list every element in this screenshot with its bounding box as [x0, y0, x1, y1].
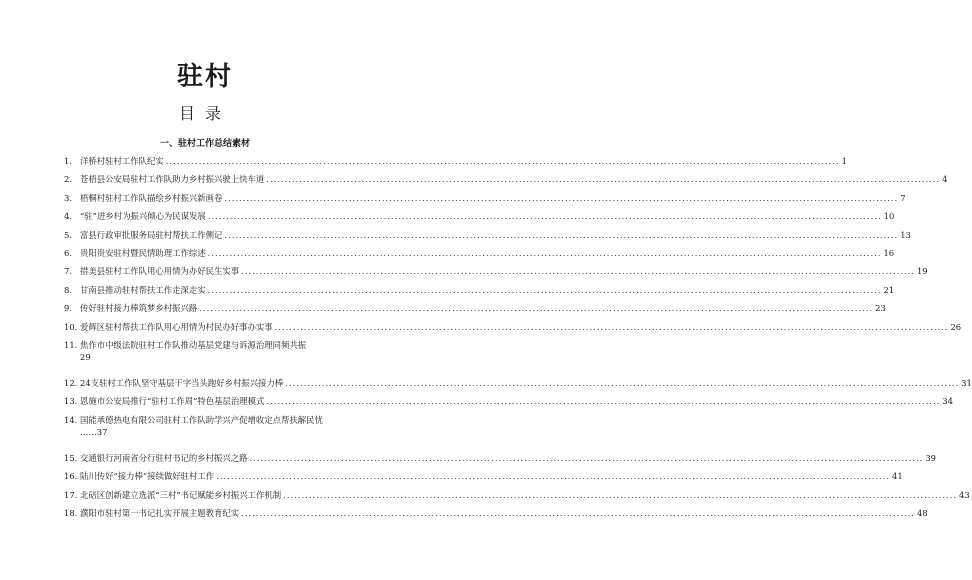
toc-entry[interactable]: [64, 155, 847, 167]
toc-entry-leader: [285, 377, 959, 389]
toc-entry-page: 21: [883, 284, 895, 295]
toc-entry-title: 交通银行河南省分行驻村书记的乡村振兴之路: [80, 452, 248, 463]
toc-entry-title: 传好驻村接力棒筑梦乡村振兴路: [80, 303, 198, 314]
toc-entry[interactable]: [64, 377, 972, 389]
toc-entry-page: 19: [916, 266, 928, 277]
toc-heading: 目录: [178, 104, 231, 123]
toc-entry[interactable]: [64, 173, 948, 185]
toc-entry-page: 31: [961, 378, 972, 388]
toc-entry-leader: [208, 210, 882, 222]
toc-entry-leader: [283, 489, 957, 501]
toc-entry-number: 18.: [64, 508, 78, 518]
toc-entry-number: 12.: [64, 378, 78, 388]
toc-entry-page: 4: [942, 174, 948, 185]
toc-entry-page: 7: [900, 192, 906, 203]
toc-entry-number: 7.: [64, 266, 72, 277]
toc-entry-page: 37: [96, 426, 108, 437]
toc-entry-leader: [241, 507, 915, 519]
toc-entry[interactable]: [64, 414, 400, 438]
toc-entry-title: 洋桥村驻村工作队纪实: [80, 156, 164, 166]
toc-entry-page: 29: [80, 352, 91, 362]
toc-entry-page: 26: [950, 321, 962, 332]
toc-entry-page: 1: [841, 156, 847, 166]
toc-entry-title: 恩施市公安局推行“驻村工作周”特色基层治理模式: [80, 396, 265, 407]
toc-entry-leader: [166, 155, 840, 167]
toc-entry-number: 15.: [64, 452, 78, 463]
toc-entry-title: 北碚区创新建立选派“三村”书记赋能乡村振兴工作机制: [80, 489, 282, 500]
toc-entry-number: 5.: [64, 229, 72, 240]
toc-entry-page: 23: [875, 303, 886, 314]
toc-entry-number: 16.: [64, 471, 78, 482]
toc-entry-title: 甘南县推动驻村帮扶工作走深走实: [80, 284, 206, 295]
toc-entry-title: “驻”进乡村为振兴倾心为民谋发展: [80, 211, 206, 222]
toc-entry-number: 10.: [64, 321, 78, 332]
toc-entry[interactable]: [64, 395, 953, 407]
toc-entry[interactable]: [64, 284, 895, 296]
toc-entry-title: 贵阳贵安驻村暨民情助理工作综述: [80, 248, 206, 258]
toc-entry-number: 6.: [64, 248, 72, 258]
toc-entry[interactable]: [64, 229, 911, 241]
toc-entry-number: 4.: [64, 211, 72, 222]
toc-entry[interactable]: [64, 452, 937, 464]
toc-entry-title: 24支驻村工作队坚守基层干字当头跑好乡村振兴接力棒: [80, 378, 284, 388]
toc-entry-number: 11.: [64, 340, 78, 350]
toc-entry-leader: ……: [80, 426, 97, 437]
toc-entry-leader: [208, 284, 882, 296]
toc-entry-leader: [208, 247, 882, 259]
toc-entry-number: 8.: [64, 284, 72, 295]
toc-entry[interactable]: [64, 339, 400, 363]
toc-entry-number: 17.: [64, 489, 78, 500]
toc-entry-leader: [250, 452, 924, 464]
toc-entry-title: 陆川传好“接力棒”接续做好驻村工作: [80, 471, 215, 482]
toc-entry-title: 苍梧县公安局驻村工作队助力乡村振兴驶上快车道: [80, 174, 265, 185]
toc-entry-page: 16: [883, 248, 895, 258]
toc-entry-leader: [266, 395, 940, 407]
toc-entry-number: 14.: [64, 414, 78, 425]
toc-entry-leader: [199, 302, 873, 314]
toc-entry-leader: [224, 192, 898, 204]
toc-entry-title: 梧桐村驻村工作队描绘乡村振兴新画卷: [80, 192, 223, 203]
toc-entry-leader: [224, 229, 898, 241]
toc-entry-leader: [241, 265, 915, 277]
toc-entry-title: 焦作市中级法院驻村工作队推动基层党建与诉源治理同频共振: [80, 340, 307, 350]
toc-entry[interactable]: [64, 302, 886, 314]
toc-entry-title: 富县行政审批服务局驻村帮扶工作侧记: [80, 229, 223, 240]
toc-entry[interactable]: [64, 192, 906, 204]
toc-entry-title: 国能承德热电有限公司驻村工作队助学兴产促增收定点帮扶解民忧: [80, 414, 323, 425]
toc-entry-number: 9.: [64, 303, 72, 314]
toc-entry[interactable]: [64, 470, 903, 482]
toc-entry-number: 13.: [64, 396, 78, 407]
toc-entry-page: 48: [916, 508, 928, 518]
toc-entry-leader: [275, 321, 949, 333]
toc-entry-page: 41: [892, 471, 903, 482]
toc-entry-title: 措美县驻村工作队用心用情为办好民生实事: [80, 266, 240, 277]
toc-entry[interactable]: [64, 507, 928, 519]
toc-entry-number: 1.: [64, 156, 72, 166]
toc-entry[interactable]: [64, 210, 895, 222]
toc-entry-page: 34: [942, 396, 953, 407]
document-title: 驻村: [176, 62, 233, 92]
toc-entry-page: 13: [900, 229, 911, 240]
toc-entry-title: 爱辉区驻村帮扶工作队用心用情为村民办好事办实事: [80, 321, 273, 332]
toc-entry-number: 2.: [64, 174, 72, 185]
section-heading: 一、驻村工作总结素材: [159, 139, 250, 149]
toc-entry-page: 39: [925, 452, 937, 463]
toc-entry-title: 濮阳市驻村第一书记扎实开展主题教育纪实: [80, 508, 240, 518]
toc-entry[interactable]: [64, 489, 970, 501]
toc-entry-leader: [216, 470, 890, 482]
toc-entry-page: 43: [959, 489, 970, 500]
toc-entry-number: 3.: [64, 192, 72, 203]
toc-entry[interactable]: [64, 247, 895, 259]
toc-entry[interactable]: [64, 321, 962, 333]
toc-entry[interactable]: [64, 265, 928, 277]
toc-entry-page: 10: [883, 211, 895, 222]
toc-entry-leader: [266, 173, 940, 185]
